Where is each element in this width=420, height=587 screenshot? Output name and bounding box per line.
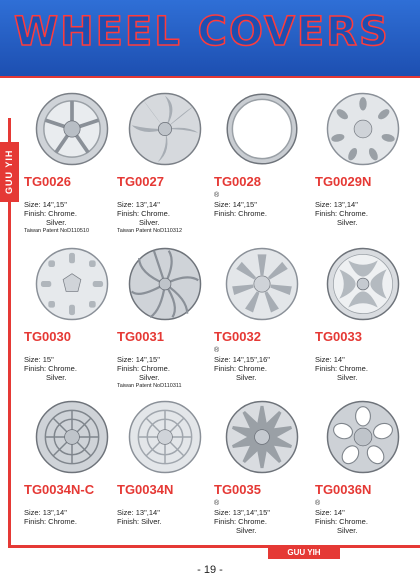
product-size: Size: 13",14" bbox=[117, 508, 160, 517]
product-card[interactable] bbox=[214, 92, 310, 219]
product-size: Size: 14" bbox=[315, 508, 345, 517]
product-code: TG0032 bbox=[214, 329, 261, 344]
wheel-cover-tg0031-image bbox=[128, 247, 202, 321]
product-finish-alt: Silver. bbox=[139, 218, 160, 227]
product-finish-alt: Silver. bbox=[337, 526, 358, 535]
product-card[interactable] bbox=[117, 247, 213, 389]
brand-side-label: GUU YIH bbox=[0, 142, 19, 202]
product-finish: Finish: Silver. bbox=[117, 517, 162, 526]
product-size: Size: 13",14" bbox=[24, 508, 67, 517]
product-finish: Finish: Chrome. bbox=[117, 209, 170, 218]
registered-mark: ® bbox=[315, 500, 321, 507]
product-code: TG0034N bbox=[117, 482, 174, 497]
product-card[interactable] bbox=[24, 400, 120, 527]
registered-mark: ® bbox=[214, 500, 220, 507]
registered-mark bbox=[117, 347, 213, 355]
product-code: TG0026 bbox=[24, 174, 71, 189]
registered-mark bbox=[315, 192, 411, 200]
product-finish-alt: Silver. bbox=[236, 526, 257, 535]
registered-mark bbox=[24, 347, 120, 355]
product-code: TG0028 bbox=[214, 174, 261, 189]
product-card[interactable] bbox=[315, 247, 411, 383]
product-finish: Finish: Chrome. bbox=[214, 517, 267, 526]
product-code: TG0036N bbox=[315, 482, 372, 497]
bottom-border-line bbox=[8, 545, 420, 548]
wheel-cover-tg0027-image bbox=[128, 92, 202, 166]
product-code: TG0035 bbox=[214, 482, 261, 497]
registered-mark bbox=[24, 500, 120, 508]
registered-mark: ® bbox=[214, 192, 220, 199]
product-card[interactable] bbox=[315, 92, 411, 228]
wheel-cover-tg0026-image bbox=[35, 92, 109, 166]
product-finish: Finish: Chrome. bbox=[24, 364, 77, 373]
product-size: Size: 13",14" bbox=[315, 200, 358, 209]
product-size: Size: 13",14",15" bbox=[214, 508, 270, 517]
product-patent: Taiwan Patent NoD110312 bbox=[117, 228, 183, 234]
product-finish-alt: Silver. bbox=[139, 373, 160, 382]
product-card[interactable] bbox=[315, 400, 411, 536]
product-size: Size: 14" bbox=[315, 355, 345, 364]
wheel-cover-tg0034n-image bbox=[128, 400, 202, 474]
product-code: TG0029N bbox=[315, 174, 372, 189]
wheel-cover-tg0035-image bbox=[225, 400, 299, 474]
wheel-cover-tg0030-image bbox=[35, 247, 109, 321]
product-finish: Finish: Chrome. bbox=[315, 209, 368, 218]
product-code: TG0034N-C bbox=[24, 482, 95, 497]
product-size: Size: 14",15" bbox=[117, 355, 160, 364]
product-card[interactable] bbox=[117, 92, 213, 234]
product-finish-alt: Silver. bbox=[46, 373, 67, 382]
product-size: Size: 15" bbox=[24, 355, 54, 364]
product-card[interactable] bbox=[214, 247, 310, 383]
wheel-cover-tg0033-image bbox=[326, 247, 400, 321]
registered-mark bbox=[24, 192, 120, 200]
wheel-cover-tg0028-image bbox=[225, 92, 299, 166]
product-finish: Finish: Chrome. bbox=[214, 209, 267, 218]
product-code: TG0030 bbox=[24, 329, 71, 344]
product-code: TG0033 bbox=[315, 329, 362, 344]
wheel-cover-tg0036n-image bbox=[326, 400, 400, 474]
registered-mark bbox=[315, 347, 411, 355]
product-size: Size: 13",14" bbox=[117, 200, 160, 209]
header-banner bbox=[0, 0, 420, 76]
product-finish-alt: Silver. bbox=[46, 218, 67, 227]
registered-mark bbox=[117, 192, 213, 200]
product-size: Size: 14",15" bbox=[214, 200, 257, 209]
product-size: Size: 14",15",16" bbox=[214, 355, 270, 364]
product-finish: Finish: Chrome. bbox=[117, 364, 170, 373]
wheel-cover-tg0029n-image bbox=[326, 92, 400, 166]
wheel-cover-tg0032-image bbox=[225, 247, 299, 321]
page-number: - 19 - bbox=[197, 564, 223, 576]
product-size: Size: 14",15" bbox=[24, 200, 67, 209]
product-code: TG0031 bbox=[117, 329, 164, 344]
brand-bottom-label: GUU YIH bbox=[268, 546, 340, 559]
product-code: TG0027 bbox=[117, 174, 164, 189]
product-card[interactable] bbox=[24, 92, 120, 234]
product-finish-alt: Silver. bbox=[337, 373, 358, 382]
page-title: WHEEL COVERS bbox=[14, 9, 390, 55]
product-finish: Finish: Chrome. bbox=[24, 209, 77, 218]
product-finish: Finish: Chrome. bbox=[315, 364, 368, 373]
wheel-cover-tg0034n-c-image bbox=[35, 400, 109, 474]
registered-mark: ® bbox=[214, 347, 220, 354]
product-finish-alt: Silver. bbox=[236, 373, 257, 382]
product-card[interactable] bbox=[214, 400, 310, 536]
product-finish: Finish: Chrome. bbox=[214, 364, 267, 373]
product-card[interactable] bbox=[24, 247, 120, 383]
product-finish: Finish: Chrome. bbox=[24, 517, 77, 526]
header-divider bbox=[0, 76, 420, 78]
product-card[interactable] bbox=[117, 400, 213, 527]
product-finish-alt: Silver. bbox=[337, 218, 358, 227]
registered-mark bbox=[117, 500, 213, 508]
product-patent: Taiwan Patent NoD110311 bbox=[117, 383, 182, 389]
product-patent: Taiwan Patent NoD110510 bbox=[24, 228, 90, 234]
product-finish: Finish: Chrome. bbox=[315, 517, 368, 526]
